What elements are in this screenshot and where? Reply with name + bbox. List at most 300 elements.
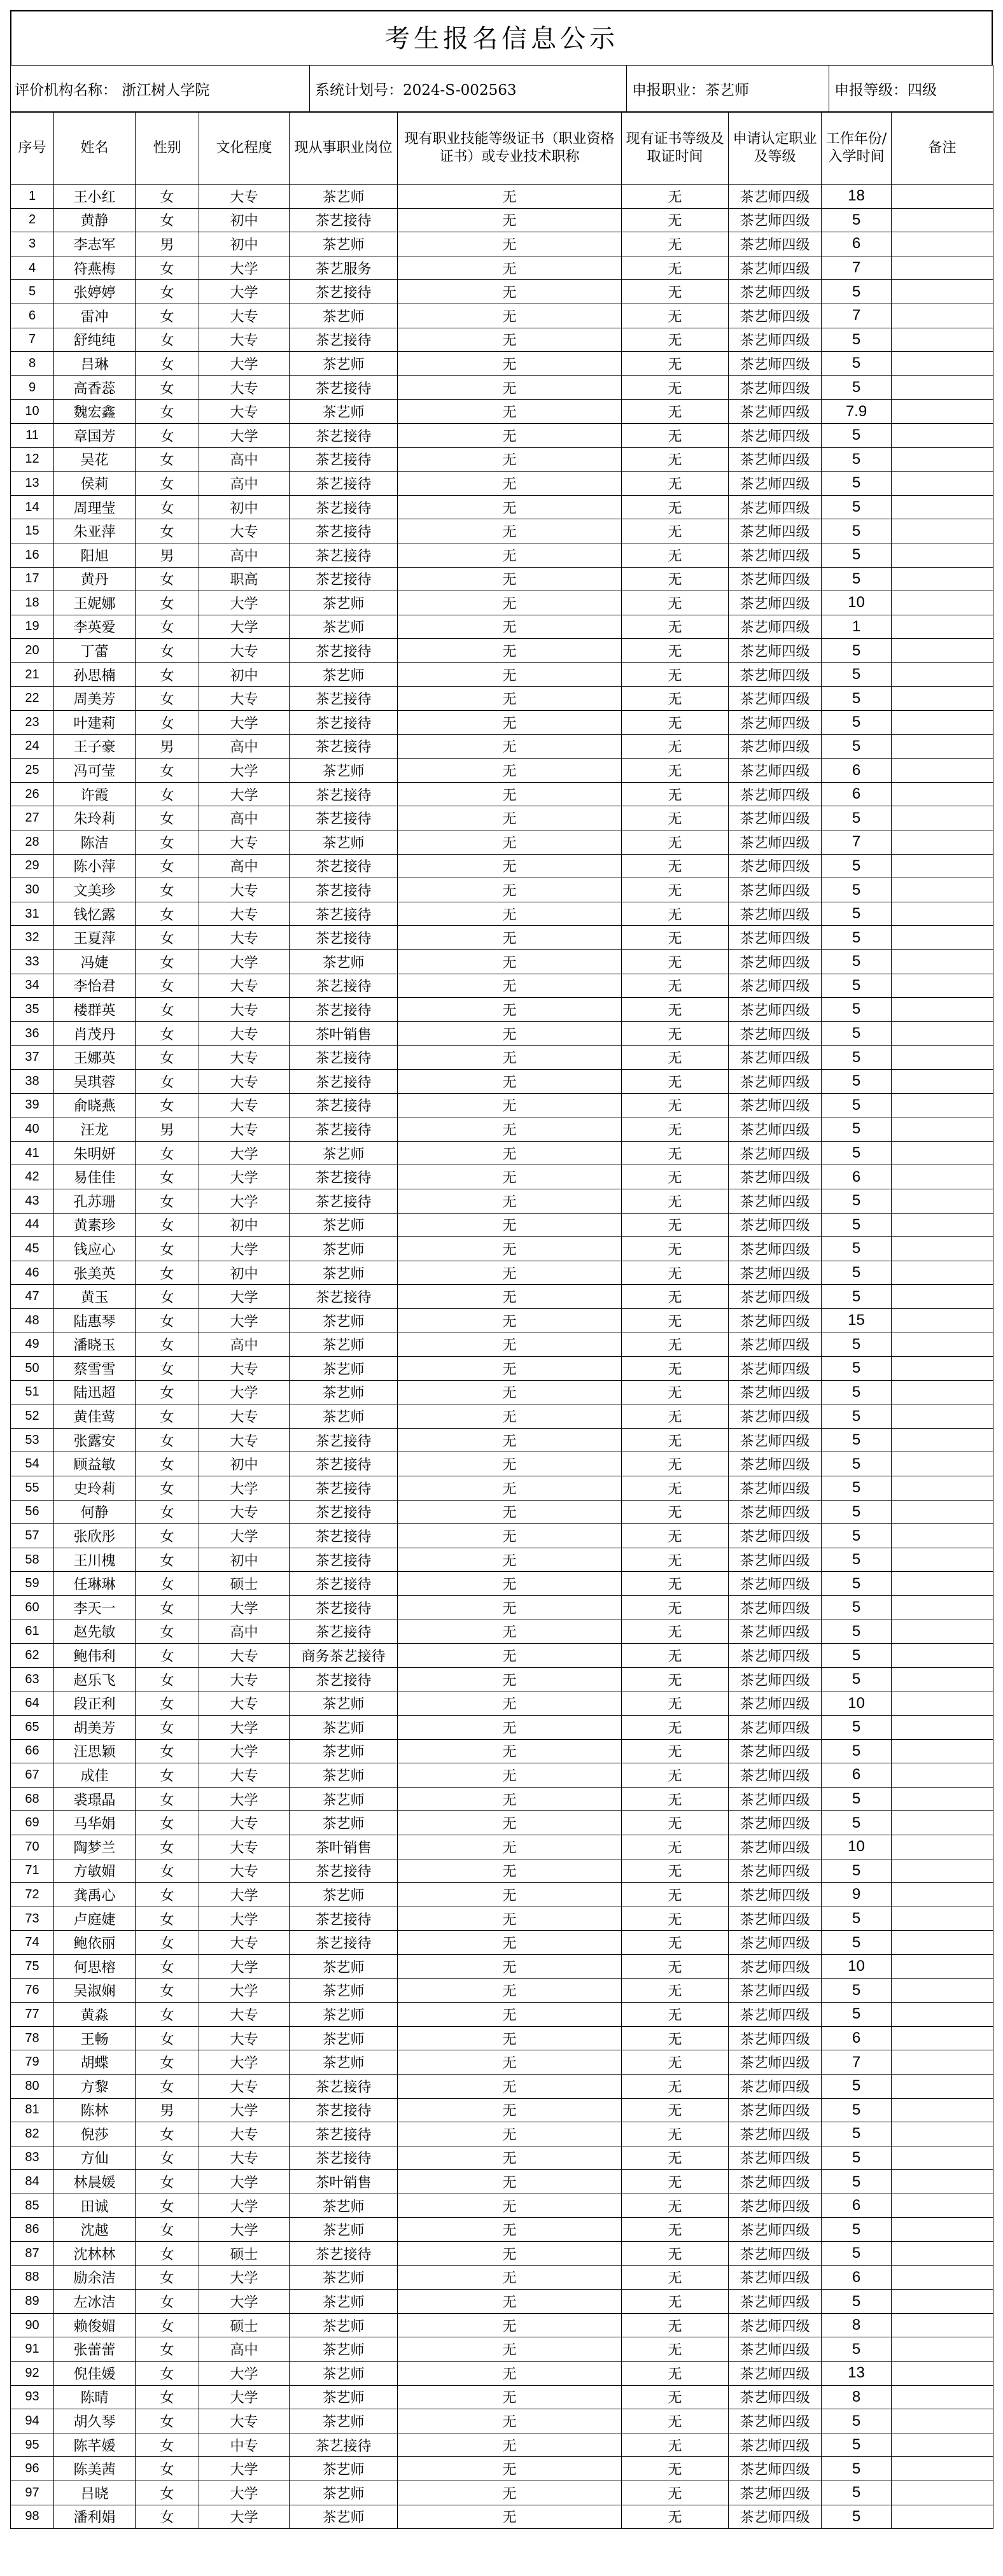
current-post: 茶艺接待 — [290, 208, 398, 232]
certificate: 无 — [398, 1021, 622, 1046]
gender: 女 — [136, 1165, 199, 1189]
applicant-name: 吴琪蓉 — [54, 1069, 136, 1093]
row-index: 93 — [11, 2385, 54, 2409]
table-row — [11, 1978, 993, 2003]
work-years: 5 — [822, 2505, 892, 2529]
applied-level: 茶艺师四级 — [729, 878, 822, 902]
row-index: 11 — [11, 423, 54, 447]
certificate: 无 — [398, 1620, 622, 1644]
cert-level-date: 无 — [622, 1261, 729, 1285]
row-index: 83 — [11, 2146, 54, 2170]
row-index: 54 — [11, 1452, 54, 1476]
gender: 女 — [136, 759, 199, 783]
gender: 女 — [136, 998, 199, 1022]
remarks — [892, 1907, 993, 1931]
table-row — [11, 1859, 993, 1883]
applicant-name: 左冰洁 — [54, 2290, 136, 2314]
applicant-name: 田诚 — [54, 2194, 136, 2218]
col-certificate: 现有职业技能等级证书（职业资格证书）或专业技术职称 — [398, 113, 622, 185]
certificate: 无 — [398, 2457, 622, 2481]
applied-level: 茶艺师四级 — [729, 232, 822, 256]
current-post: 茶艺接待 — [290, 423, 398, 447]
education: 大专 — [199, 1667, 290, 1691]
row-index: 65 — [11, 1716, 54, 1740]
education: 大学 — [199, 2385, 290, 2409]
gender: 女 — [136, 2313, 199, 2337]
org-label: 评价机构名称： 浙江树人学院 — [11, 66, 310, 112]
applied-level: 茶艺师四级 — [729, 1476, 822, 1501]
row-index: 68 — [11, 1787, 54, 1811]
gender: 女 — [136, 878, 199, 902]
row-index: 61 — [11, 1620, 54, 1644]
current-post: 茶艺师 — [290, 232, 398, 256]
row-index: 57 — [11, 1524, 54, 1548]
applicant-name: 王小红 — [54, 185, 136, 209]
applied-level: 茶艺师四级 — [729, 472, 822, 496]
work-years: 5 — [822, 1620, 892, 1644]
applicant-name: 倪佳媛 — [54, 2362, 136, 2386]
applicant-name: 朱玲莉 — [54, 806, 136, 830]
applicant-name: 胡久琴 — [54, 2409, 136, 2433]
current-post: 茶艺接待 — [290, 519, 398, 543]
applied-level: 茶艺师四级 — [729, 1452, 822, 1476]
applied-level: 茶艺师四级 — [729, 926, 822, 950]
remarks — [892, 2409, 993, 2433]
current-post: 茶艺接待 — [290, 1572, 398, 1596]
remarks — [892, 2050, 993, 2075]
applied-level: 茶艺师四级 — [729, 280, 822, 304]
certificate: 无 — [398, 1380, 622, 1404]
certificate: 无 — [398, 2481, 622, 2505]
certificate: 无 — [398, 1428, 622, 1452]
education: 大学 — [199, 2362, 290, 2386]
row-index: 77 — [11, 2003, 54, 2027]
current-post: 茶艺师 — [290, 2050, 398, 2075]
education: 大专 — [199, 185, 290, 209]
occupation-label: 申报职业：茶艺师 — [627, 66, 829, 112]
row-index: 90 — [11, 2313, 54, 2337]
applied-level: 茶艺师四级 — [729, 423, 822, 447]
gender: 女 — [136, 1261, 199, 1285]
applied-level: 茶艺师四级 — [729, 1883, 822, 1907]
applicant-name: 励余洁 — [54, 2265, 136, 2290]
current-post: 茶艺师 — [290, 185, 398, 209]
current-post: 茶艺接待 — [290, 806, 398, 830]
work-years: 5 — [822, 1404, 892, 1429]
work-years: 5 — [822, 1189, 892, 1213]
applied-level: 茶艺师四级 — [729, 2313, 822, 2337]
certificate: 无 — [398, 782, 622, 806]
cert-level-date: 无 — [622, 185, 729, 209]
gender: 女 — [136, 1978, 199, 2003]
certificate: 无 — [398, 1859, 622, 1883]
applied-level: 茶艺师四级 — [729, 1739, 822, 1763]
table-row — [11, 256, 993, 280]
work-years: 5 — [822, 519, 892, 543]
cert-level-date: 无 — [622, 2481, 729, 2505]
table-row — [11, 1093, 993, 1117]
gender: 男 — [136, 232, 199, 256]
remarks — [892, 2194, 993, 2218]
table-row — [11, 2337, 993, 2362]
current-post: 茶艺师 — [290, 1380, 398, 1404]
education: 大专 — [199, 2074, 290, 2098]
current-post: 茶艺接待 — [290, 998, 398, 1022]
work-years: 15 — [822, 1308, 892, 1333]
remarks — [892, 806, 993, 830]
applicant-name: 陆惠琴 — [54, 1308, 136, 1333]
certificate: 无 — [398, 806, 622, 830]
gender: 女 — [136, 519, 199, 543]
applied-level: 茶艺师四级 — [729, 1165, 822, 1189]
certificate: 无 — [398, 902, 622, 926]
table-row — [11, 998, 993, 1022]
cert-level-date: 无 — [622, 806, 729, 830]
applicant-name: 王娜英 — [54, 1046, 136, 1070]
work-years: 5 — [822, 2433, 892, 2457]
table-row — [11, 400, 993, 424]
certificate: 无 — [398, 256, 622, 280]
row-index: 17 — [11, 567, 54, 591]
cert-level-date: 无 — [622, 1380, 729, 1404]
work-years: 5 — [822, 1811, 892, 1835]
cert-level-date: 无 — [622, 662, 729, 687]
work-years: 5 — [822, 1021, 892, 1046]
applicant-name: 孙思楠 — [54, 662, 136, 687]
gender: 女 — [136, 495, 199, 519]
row-index: 91 — [11, 2337, 54, 2362]
work-years: 5 — [822, 2146, 892, 2170]
applied-level: 茶艺师四级 — [729, 1404, 822, 1429]
work-years: 5 — [822, 567, 892, 591]
work-years: 5 — [822, 1978, 892, 2003]
applicant-name: 黄静 — [54, 208, 136, 232]
applied-level: 茶艺师四级 — [729, 1811, 822, 1835]
table-row — [11, 423, 993, 447]
work-years: 9 — [822, 1883, 892, 1907]
current-post: 商务茶艺接待 — [290, 1644, 398, 1668]
work-years: 5 — [822, 1524, 892, 1548]
col-current-post: 现从事职业岗位 — [290, 113, 398, 185]
gender: 女 — [136, 1069, 199, 1093]
education: 硕士 — [199, 1572, 290, 1596]
work-years: 6 — [822, 782, 892, 806]
work-years: 5 — [822, 2242, 892, 2266]
applicant-name: 何静 — [54, 1500, 136, 1524]
education: 硕士 — [199, 2242, 290, 2266]
applied-level: 茶艺师四级 — [729, 400, 822, 424]
gender: 女 — [136, 1357, 199, 1381]
remarks — [892, 519, 993, 543]
remarks — [892, 2074, 993, 2098]
cert-level-date: 无 — [622, 2313, 729, 2337]
cert-level-date: 无 — [622, 1883, 729, 1907]
certificate: 无 — [398, 1476, 622, 1501]
current-post: 茶艺师 — [290, 2337, 398, 2362]
remarks — [892, 2218, 993, 2242]
cert-level-date: 无 — [622, 472, 729, 496]
row-index: 31 — [11, 902, 54, 926]
row-index: 50 — [11, 1357, 54, 1381]
cert-level-date: 无 — [622, 1237, 729, 1261]
applied-level: 茶艺师四级 — [729, 854, 822, 878]
table-row — [11, 782, 993, 806]
gender: 女 — [136, 1954, 199, 1978]
current-post: 茶艺师 — [290, 615, 398, 639]
work-years: 5 — [822, 447, 892, 472]
work-years: 5 — [822, 998, 892, 1022]
work-years: 5 — [822, 208, 892, 232]
cert-level-date: 无 — [622, 2290, 729, 2314]
education: 大学 — [199, 2265, 290, 2290]
table-row — [11, 759, 993, 783]
cert-level-date: 无 — [622, 759, 729, 783]
certificate: 无 — [398, 2290, 622, 2314]
gender: 女 — [136, 1907, 199, 1931]
work-years: 5 — [822, 1476, 892, 1501]
table-body — [11, 185, 993, 2529]
row-index: 42 — [11, 1165, 54, 1189]
remarks — [892, 1404, 993, 1429]
education: 大学 — [199, 1165, 290, 1189]
applicant-name: 黄玉 — [54, 1285, 136, 1309]
current-post: 茶艺师 — [290, 1357, 398, 1381]
applicant-name: 方敏媚 — [54, 1859, 136, 1883]
applicant-name: 陈小萍 — [54, 854, 136, 878]
applied-level: 茶艺师四级 — [729, 1093, 822, 1117]
row-index: 24 — [11, 734, 54, 759]
applied-level: 茶艺师四级 — [729, 2362, 822, 2386]
education: 初中 — [199, 1213, 290, 1237]
cert-level-date: 无 — [622, 1716, 729, 1740]
work-years: 5 — [822, 1667, 892, 1691]
certificate: 无 — [398, 1524, 622, 1548]
applied-level: 茶艺师四级 — [729, 1428, 822, 1452]
gender: 女 — [136, 185, 199, 209]
remarks — [892, 472, 993, 496]
current-post: 茶艺接待 — [290, 2122, 398, 2146]
applicant-name: 冯可莹 — [54, 759, 136, 783]
remarks — [892, 1787, 993, 1811]
gender: 女 — [136, 687, 199, 711]
remarks — [892, 1524, 993, 1548]
table-row — [11, 519, 993, 543]
current-post: 茶叶销售 — [290, 1835, 398, 1859]
gender: 女 — [136, 1428, 199, 1452]
work-years: 5 — [822, 1596, 892, 1620]
row-index: 66 — [11, 1739, 54, 1763]
remarks — [892, 998, 993, 1022]
gender: 女 — [136, 1691, 199, 1716]
applicant-name: 王夏萍 — [54, 926, 136, 950]
current-post: 茶艺接待 — [290, 1452, 398, 1476]
remarks — [892, 878, 993, 902]
row-index: 74 — [11, 1931, 54, 1955]
work-years: 7 — [822, 256, 892, 280]
work-years: 5 — [822, 280, 892, 304]
row-index: 22 — [11, 687, 54, 711]
table-row — [11, 950, 993, 974]
gender: 女 — [136, 447, 199, 472]
cert-level-date: 无 — [622, 1739, 729, 1763]
work-years: 5 — [822, 1213, 892, 1237]
current-post: 茶艺接待 — [290, 782, 398, 806]
table-row — [11, 1069, 993, 1093]
certificate: 无 — [398, 1308, 622, 1333]
row-index: 39 — [11, 1093, 54, 1117]
work-years: 10 — [822, 1691, 892, 1716]
applicant-name: 吕晓 — [54, 2481, 136, 2505]
current-post: 茶艺服务 — [290, 256, 398, 280]
table-row — [11, 1787, 993, 1811]
education: 大学 — [199, 1883, 290, 1907]
education: 大专 — [199, 1835, 290, 1859]
applied-level: 茶艺师四级 — [729, 1524, 822, 1548]
applied-level: 茶艺师四级 — [729, 2481, 822, 2505]
gender: 女 — [136, 2362, 199, 2386]
gender: 女 — [136, 639, 199, 663]
certificate: 无 — [398, 1261, 622, 1285]
certificate: 无 — [398, 1404, 622, 1429]
cert-level-date: 无 — [622, 1285, 729, 1309]
applicant-name: 张婷婷 — [54, 280, 136, 304]
certificate: 无 — [398, 208, 622, 232]
applied-level: 茶艺师四级 — [729, 1213, 822, 1237]
work-years: 5 — [822, 1452, 892, 1476]
applicant-name: 符燕梅 — [54, 256, 136, 280]
applied-level: 茶艺师四级 — [729, 806, 822, 830]
certificate: 无 — [398, 1141, 622, 1165]
current-post: 茶艺接待 — [290, 2098, 398, 2122]
education: 大专 — [199, 2122, 290, 2146]
applied-level: 茶艺师四级 — [729, 2050, 822, 2075]
cert-level-date: 无 — [622, 711, 729, 735]
cert-level-date: 无 — [622, 1572, 729, 1596]
current-post: 茶叶销售 — [290, 1021, 398, 1046]
table-row — [11, 830, 993, 855]
current-post: 茶艺师 — [290, 1237, 398, 1261]
cert-level-date: 无 — [622, 2050, 729, 2075]
current-post: 茶艺接待 — [290, 280, 398, 304]
applicant-name: 叶建莉 — [54, 711, 136, 735]
remarks — [892, 1691, 993, 1716]
gender: 女 — [136, 2290, 199, 2314]
education: 大学 — [199, 1596, 290, 1620]
applicant-name: 胡美芳 — [54, 1716, 136, 1740]
remarks — [892, 495, 993, 519]
certificate: 无 — [398, 1907, 622, 1931]
current-post: 茶艺师 — [290, 662, 398, 687]
remarks — [892, 2313, 993, 2337]
remarks — [892, 1261, 993, 1285]
current-post: 茶艺师 — [290, 950, 398, 974]
work-years: 7 — [822, 830, 892, 855]
row-index: 2 — [11, 208, 54, 232]
row-index: 51 — [11, 1380, 54, 1404]
plan-number-label: 系统计划号：2024-S-002563 — [310, 66, 627, 112]
education: 大学 — [199, 591, 290, 615]
current-post: 茶艺接待 — [290, 974, 398, 998]
gender: 女 — [136, 1021, 199, 1046]
applied-level: 茶艺师四级 — [729, 2457, 822, 2481]
applicant-name: 许霞 — [54, 782, 136, 806]
remarks — [892, 1093, 993, 1117]
applicant-name: 冯婕 — [54, 950, 136, 974]
current-post: 茶艺师 — [290, 2026, 398, 2050]
education: 大学 — [199, 1787, 290, 1811]
current-post: 茶艺师 — [290, 1883, 398, 1907]
work-years: 1 — [822, 615, 892, 639]
applied-level: 茶艺师四级 — [729, 519, 822, 543]
applied-level: 茶艺师四级 — [729, 2003, 822, 2027]
certificate: 无 — [398, 495, 622, 519]
row-index: 71 — [11, 1859, 54, 1883]
work-years: 5 — [822, 2457, 892, 2481]
applied-level: 茶艺师四级 — [729, 2433, 822, 2457]
work-years: 5 — [822, 1548, 892, 1572]
row-index: 89 — [11, 2290, 54, 2314]
cert-level-date: 无 — [622, 1141, 729, 1165]
gender: 女 — [136, 1811, 199, 1835]
applicant-name: 方黎 — [54, 2074, 136, 2098]
remarks — [892, 185, 993, 209]
applied-level: 茶艺师四级 — [729, 256, 822, 280]
current-post: 茶艺接待 — [290, 1859, 398, 1883]
applicant-name: 孔苏珊 — [54, 1189, 136, 1213]
table-row — [11, 1883, 993, 1907]
certificate: 无 — [398, 1644, 622, 1668]
certificate: 无 — [398, 2026, 622, 2050]
row-index: 92 — [11, 2362, 54, 2386]
applicant-name: 方仙 — [54, 2146, 136, 2170]
applicant-name: 沈越 — [54, 2218, 136, 2242]
gender: 女 — [136, 2026, 199, 2050]
certificate: 无 — [398, 1165, 622, 1189]
applicant-name: 段正利 — [54, 1691, 136, 1716]
education: 大专 — [199, 1404, 290, 1429]
row-index: 43 — [11, 1189, 54, 1213]
education: 大学 — [199, 423, 290, 447]
work-years: 5 — [822, 2170, 892, 2194]
table-row — [11, 1644, 993, 1668]
applicant-name: 林晨媛 — [54, 2170, 136, 2194]
cert-level-date: 无 — [622, 1500, 729, 1524]
row-index: 46 — [11, 1261, 54, 1285]
applied-level: 茶艺师四级 — [729, 615, 822, 639]
work-years: 7 — [822, 2050, 892, 2075]
applied-level: 茶艺师四级 — [729, 1261, 822, 1285]
remarks — [892, 1835, 993, 1859]
remarks — [892, 423, 993, 447]
table-row — [11, 375, 993, 400]
cert-level-date: 无 — [622, 1787, 729, 1811]
gender: 女 — [136, 1380, 199, 1404]
gender: 女 — [136, 1308, 199, 1333]
table-row — [11, 639, 993, 663]
applicant-name: 黄佳莺 — [54, 1404, 136, 1429]
row-index: 59 — [11, 1572, 54, 1596]
certificate: 无 — [398, 2218, 622, 2242]
certificate: 无 — [398, 2409, 622, 2433]
cert-level-date: 无 — [622, 734, 729, 759]
cert-level-date: 无 — [622, 2337, 729, 2362]
certificate: 无 — [398, 1189, 622, 1213]
cert-level-date: 无 — [622, 1189, 729, 1213]
row-index: 58 — [11, 1548, 54, 1572]
gender: 女 — [136, 1596, 199, 1620]
row-index: 82 — [11, 2122, 54, 2146]
remarks — [892, 1213, 993, 1237]
